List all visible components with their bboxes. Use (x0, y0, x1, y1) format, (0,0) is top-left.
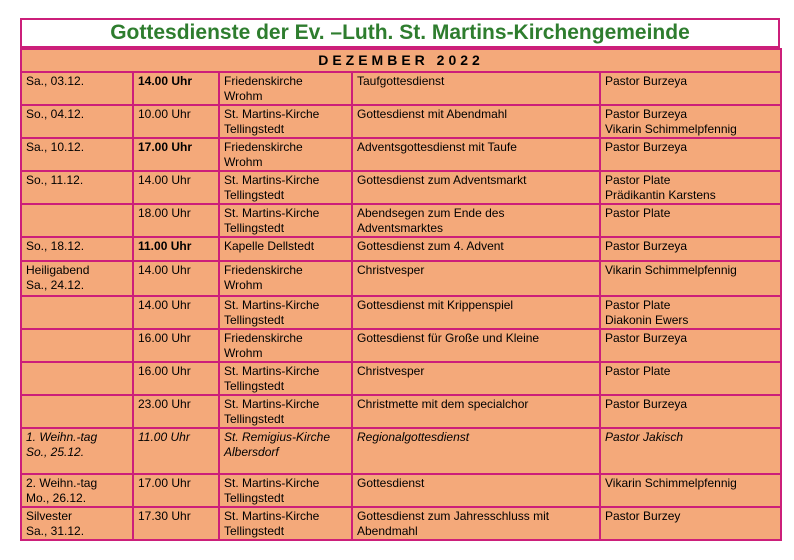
time-cell: 14.00 Uhr (133, 261, 219, 296)
place-cell: St. Martins-Kirche Tellingstedt (219, 171, 352, 204)
service-cell: Regionalgottesdienst (352, 428, 600, 474)
date-cell: 1. Weihn.-tag So., 25.12. (21, 428, 133, 474)
table-row (21, 507, 781, 540)
place-cell: Friedenskirche Wrohm (219, 329, 352, 362)
officiant-cell: Pastor Burzeya Vikarin Schimmelpfennig (600, 105, 781, 138)
time-cell: 11.00 Uhr (133, 237, 219, 261)
service-cell: Abendsegen zum Ende des Adventsmarktes (352, 204, 600, 237)
time-cell: 23.00 Uhr (133, 395, 219, 428)
time-cell: 17.00 Uhr (133, 138, 219, 171)
officiant-cell: Pastor Burzeya (600, 237, 781, 261)
place-cell: Friedenskirche Wrohm (219, 72, 352, 105)
table-row (21, 138, 781, 171)
time-cell: 14.00 Uhr (133, 72, 219, 105)
service-table (20, 48, 782, 541)
place-cell: St. Martins-Kirche Tellingstedt (219, 362, 352, 395)
officiant-cell: Pastor Burzeya (600, 329, 781, 362)
service-cell: Christvesper (352, 261, 600, 296)
table-row (21, 395, 781, 428)
service-cell: Gottesdienst zum Jahresschluss mit Abendmahl (352, 507, 600, 540)
time-cell: 14.00 Uhr (133, 171, 219, 204)
date-cell: Sa., 03.12. (21, 72, 133, 105)
officiant-cell: Pastor Burzeya (600, 72, 781, 105)
service-cell: Christvesper (352, 362, 600, 395)
time-cell: 18.00 Uhr (133, 204, 219, 237)
service-cell: Christmette mit dem specialchor (352, 395, 600, 428)
table-row (21, 171, 781, 204)
date-cell (21, 329, 133, 362)
month-row (21, 49, 781, 72)
table-row (21, 362, 781, 395)
time-cell: 16.00 Uhr (133, 329, 219, 362)
table-row (21, 428, 781, 474)
place-cell: Friedenskirche Wrohm (219, 138, 352, 171)
place-cell: St. Martins-Kirche Tellingstedt (219, 507, 352, 540)
time-cell: 17.30 Uhr (133, 507, 219, 540)
place-cell: Kapelle Dellstedt (219, 237, 352, 261)
place-cell: St. Martins-Kirche Tellingstedt (219, 395, 352, 428)
service-cell: Gottesdienst für Große und Kleine (352, 329, 600, 362)
officiant-cell: Pastor Burzey (600, 507, 781, 540)
date-cell (21, 204, 133, 237)
table-row (21, 329, 781, 362)
table-row (21, 261, 781, 296)
service-cell: Gottesdienst mit Krippenspiel (352, 296, 600, 329)
time-cell: 17.00 Uhr (133, 474, 219, 507)
date-cell: Heiligabend Sa., 24.12. (21, 261, 133, 296)
date-cell: So., 04.12. (21, 105, 133, 138)
service-cell: Taufgottesdienst (352, 72, 600, 105)
officiant-cell: Pastor Burzeya (600, 138, 781, 171)
officiant-cell: Pastor Plate Prädikantin Karstens (600, 171, 781, 204)
service-cell: Adventsgottesdienst mit Taufe (352, 138, 600, 171)
place-cell: St. Remigius-Kirche Albersdorf (219, 428, 352, 474)
time-cell: 10.00 Uhr (133, 105, 219, 138)
page-title: Gottesdienste der Ev. –Luth. St. Martins-Kirchengemeinde (110, 21, 690, 44)
date-cell: Silvester Sa., 31.12. (21, 507, 133, 540)
officiant-cell: Pastor Burzeya (600, 395, 781, 428)
table-row (21, 72, 781, 105)
table-row (21, 296, 781, 329)
title-box (20, 18, 780, 48)
date-cell: Sa., 10.12. (21, 138, 133, 171)
time-cell: 14.00 Uhr (133, 296, 219, 329)
date-cell (21, 296, 133, 329)
table-row (21, 105, 781, 138)
service-cell: Gottesdienst (352, 474, 600, 507)
date-cell (21, 395, 133, 428)
service-cell: Gottesdienst mit Abendmahl (352, 105, 600, 138)
time-cell: 11.00 Uhr (133, 428, 219, 474)
date-cell: So., 11.12. (21, 171, 133, 204)
officiant-cell: Pastor Jakisch (600, 428, 781, 474)
date-cell (21, 362, 133, 395)
place-cell: Friedenskirche Wrohm (219, 261, 352, 296)
officiant-cell: Vikarin Schimmelpfennig (600, 474, 781, 507)
table-row (21, 204, 781, 237)
place-cell: St. Martins-Kirche Tellingstedt (219, 204, 352, 237)
month-heading: DEZEMBER 2022 (21, 49, 781, 72)
service-cell: Gottesdienst zum Adventsmarkt (352, 171, 600, 204)
date-cell: So., 18.12. (21, 237, 133, 261)
officiant-cell: Vikarin Schimmelpfennig (600, 261, 781, 296)
schedule-sheet (20, 18, 780, 541)
service-cell: Gottesdienst zum 4. Advent (352, 237, 600, 261)
officiant-cell: Pastor Plate Diakonin Ewers (600, 296, 781, 329)
place-cell: St. Martins-Kirche Tellingstedt (219, 296, 352, 329)
place-cell: St. Martins-Kirche Tellingstedt (219, 105, 352, 138)
officiant-cell: Pastor Plate (600, 362, 781, 395)
date-cell: 2. Weihn.-tag Mo., 26.12. (21, 474, 133, 507)
table-row (21, 237, 781, 261)
place-cell: St. Martins-Kirche Tellingstedt (219, 474, 352, 507)
table-row (21, 474, 781, 507)
officiant-cell: Pastor Plate (600, 204, 781, 237)
time-cell: 16.00 Uhr (133, 362, 219, 395)
